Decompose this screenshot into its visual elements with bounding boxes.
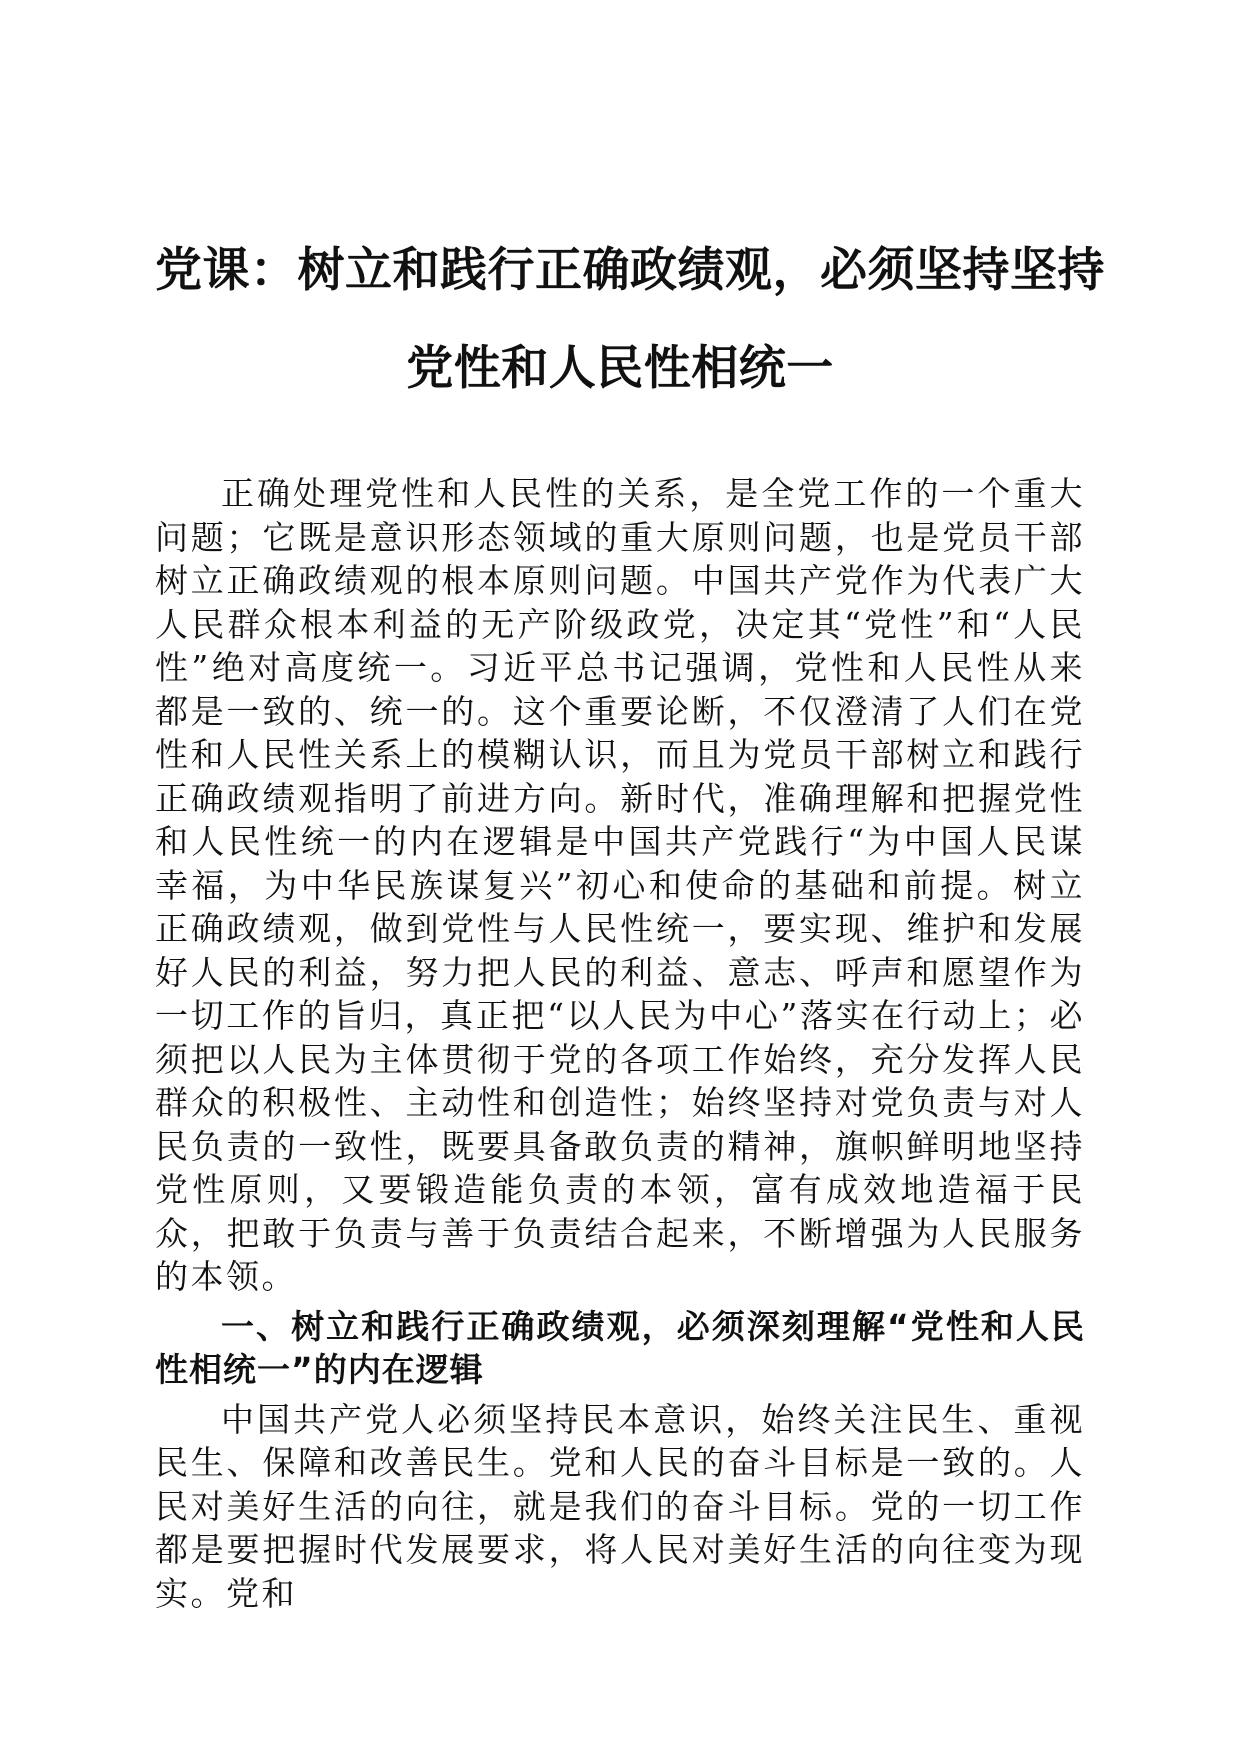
section-heading-1: 一、树立和践行正确政绩观，必须深刻理解“党性和人民性相统一”的内在逻辑 [155, 1306, 1085, 1389]
title-line-2: 党性和人民性相统一 [406, 341, 834, 396]
section-1-paragraph: 中国共产党人必须坚持民本意识，始终关注民生、重视民生、保障和改善民生。党和人民的奋斗目标是一致的。人民对美好生活的向往，就是我们的奋斗目标。党的一切工作都是要把握时代发展要求，将人民对美好生活的向往变为现实。党和 [155, 1399, 1085, 1613]
document-body [155, 472, 1085, 1615]
page-title [155, 222, 1105, 418]
title-line-1: 党课：树立和践行正确政绩观，必须坚持坚持 [155, 243, 1105, 298]
intro-paragraph: 正确处理党性和人民性的关系，是全党工作的一个重大问题；它既是意识形态领域的重大原则问题，也是党员干部树立正确政绩观的根本原则问题。中国共产党作为代表广大人民群众根本利益的无产阶级政党，决定其“党性”和“人民性”绝对高度统一。习近平总书记强调，党性和人民性从来都是一致的、统一的。这个重要论断，不仅澄清了人们在党性和人民性关系上的模糊认识，而且为党员干部树立和践行正确政绩观指明了前进方向。新时代，准确理解和把握党性和人民性统一的内在逻辑是中国共产党践行“为中国人民谋幸福，为中华民族谋复兴”初心和使命的基础和前提。树立正确政绩观，做到党性与人民性统一，要实现、维护和发展好人民的利益，努力把人民的利益、意志、呼声和愿望作为一切工作的旨归，真正把“以人民为中心”落实在行动上；必须把以人民为主体贯彻于党的各项工作始终，充分发挥人民群众的积极性、主动性和创造性；始终坚持对党负责与对人民负责的一致性，既要具备敢负责的精神，旗帜鲜明地坚持党性原则，又要锻造能负责的本领，富有成效地造福于民众，把敢于负责与善于负责结合起来，不断增强为人民服务的本领。 [155, 474, 1085, 1296]
